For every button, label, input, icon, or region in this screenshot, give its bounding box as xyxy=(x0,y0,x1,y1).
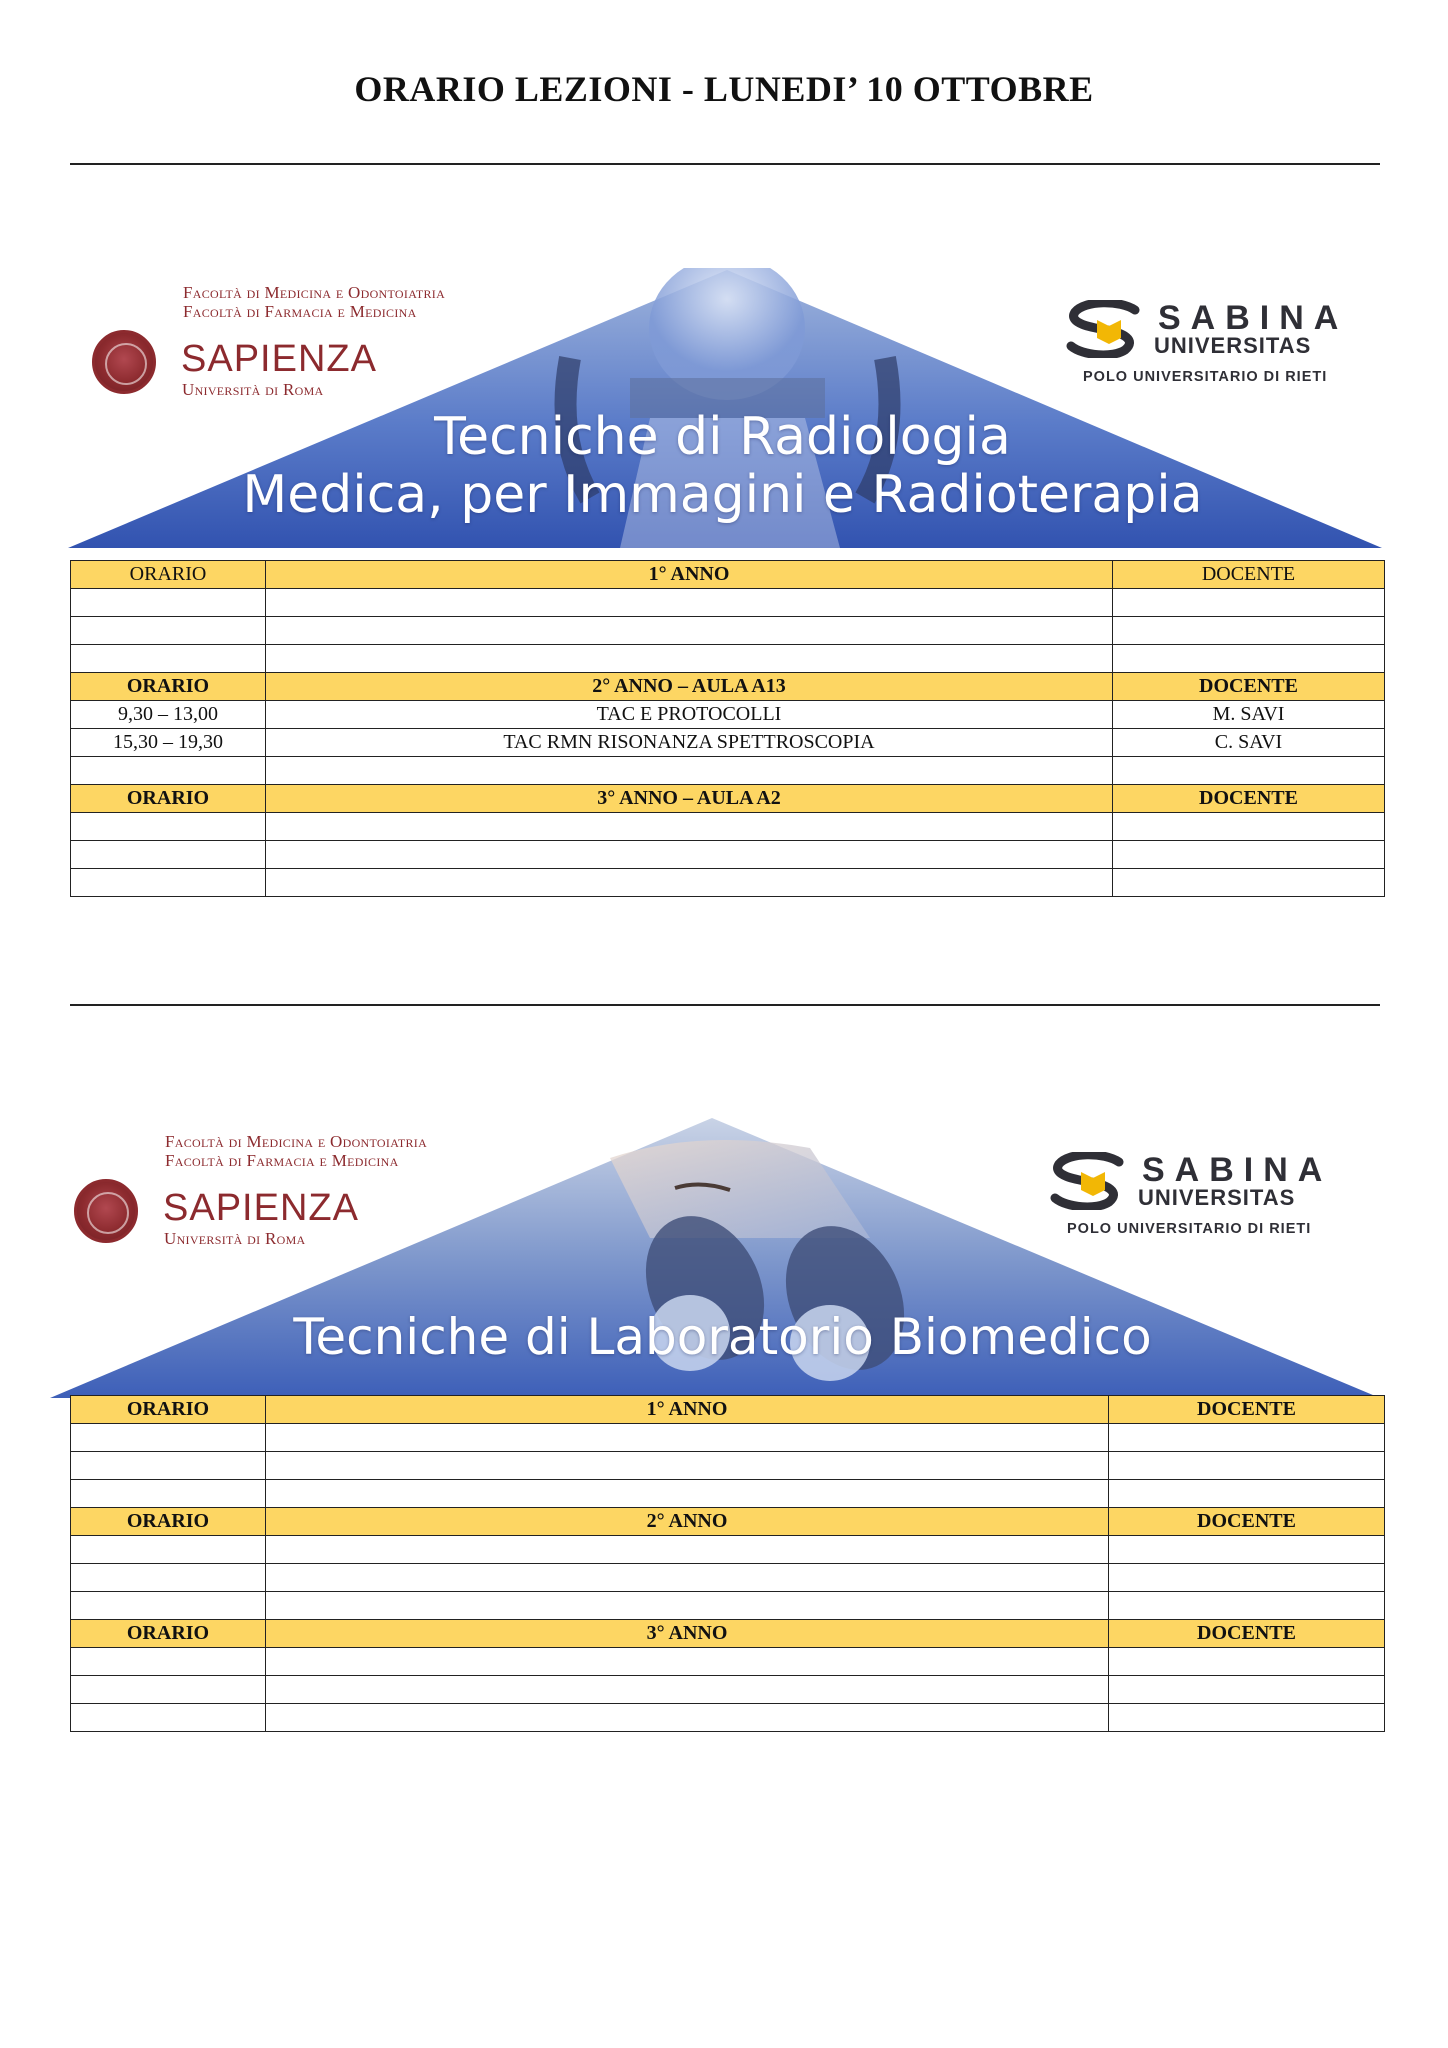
cell-orario xyxy=(71,841,266,869)
header-docente: DOCENTE xyxy=(1109,1508,1385,1536)
faculty-lines xyxy=(165,1132,427,1170)
cell-docente xyxy=(1109,1480,1385,1508)
header-year: 3° ANNO – AULA A2 xyxy=(266,785,1113,813)
cell-docente xyxy=(1109,1564,1385,1592)
cell-lesson xyxy=(266,645,1113,673)
table-row xyxy=(71,841,1385,869)
sabina-logo-polo: POLO UNIVERSITARIO DI RIETI xyxy=(1067,1221,1312,1237)
cell-lesson xyxy=(266,589,1113,617)
header-docente: DOCENTE xyxy=(1109,1396,1385,1424)
course-title xyxy=(50,408,1395,524)
sapienza-logo-name: SAPIENZA xyxy=(163,1187,359,1229)
sabina-logo-universitas: UNIVERSITAS xyxy=(1138,1185,1296,1210)
course-title-line2: Medica, per Immagini e Radioterapia xyxy=(242,465,1203,525)
cell-lesson xyxy=(266,1564,1109,1592)
sabina-logo-universitas: UNIVERSITAS xyxy=(1154,333,1312,358)
cell-lesson xyxy=(266,1424,1109,1452)
cell-orario xyxy=(71,1536,266,1564)
header-orario: ORARIO xyxy=(71,1620,266,1648)
cell-orario xyxy=(71,1452,266,1480)
page-title: ORARIO LEZIONI - LUNEDI’ 10 OTTOBRE xyxy=(354,69,1094,109)
sapienza-seal-icon xyxy=(74,1179,138,1243)
table-row xyxy=(71,1564,1385,1592)
table-row xyxy=(71,869,1385,897)
faculty-line-1: Facoltà di Medicina e Odontoiatria xyxy=(165,1132,428,1151)
header-orario: ORARIO xyxy=(71,785,266,813)
sabina-logo-icon xyxy=(1065,300,1145,358)
course-title xyxy=(50,1308,1395,1366)
header-year: 1° ANNO xyxy=(266,1396,1109,1424)
cell-lesson xyxy=(266,841,1113,869)
cell-docente xyxy=(1113,617,1385,645)
schedule-table-radiologia xyxy=(70,560,1385,897)
cell-lesson xyxy=(266,1648,1109,1676)
cell-docente: M. SAVI xyxy=(1113,701,1385,729)
cell-docente xyxy=(1113,645,1385,673)
sabina-logo-name: SABINA xyxy=(1158,299,1349,337)
cell-orario xyxy=(71,1480,266,1508)
table-header-row xyxy=(71,1620,1385,1648)
header-orario: ORARIO xyxy=(71,1508,266,1536)
header-docente: DOCENTE xyxy=(1113,673,1385,701)
cell-orario xyxy=(71,1424,266,1452)
table-row xyxy=(71,1592,1385,1620)
cell-lesson: TAC E PROTOCOLLI xyxy=(266,701,1113,729)
banner-laboratorio xyxy=(50,1118,1395,1400)
sapienza-seal-icon xyxy=(92,330,156,394)
cell-orario xyxy=(71,1648,266,1676)
sapienza-logo-sub: Università di Roma xyxy=(182,380,324,399)
sapienza-logo-sub: Università di Roma xyxy=(164,1229,306,1248)
cell-docente xyxy=(1113,813,1385,841)
cell-docente xyxy=(1109,1676,1385,1704)
faculty-line-1: Facoltà di Medicina e Odontoiatria xyxy=(183,283,446,302)
cell-lesson xyxy=(266,1676,1109,1704)
schedule-table-laboratorio xyxy=(70,1395,1385,1732)
header-docente: DOCENTE xyxy=(1109,1620,1385,1648)
table-row xyxy=(71,617,1385,645)
cell-docente xyxy=(1109,1424,1385,1452)
cell-docente xyxy=(1113,589,1385,617)
cell-docente xyxy=(1109,1648,1385,1676)
cell-orario xyxy=(71,757,266,785)
divider-line-top xyxy=(70,163,1380,165)
cell-orario xyxy=(71,1704,266,1732)
table-row xyxy=(71,1536,1385,1564)
table-row xyxy=(71,1424,1385,1452)
cell-docente xyxy=(1109,1452,1385,1480)
faculty-line-2: Facoltà di Farmacia e Medicina xyxy=(183,302,417,321)
table-row xyxy=(71,1480,1385,1508)
cell-orario xyxy=(71,813,266,841)
cell-orario xyxy=(71,617,266,645)
cell-orario xyxy=(71,589,266,617)
header-year: 3° ANNO xyxy=(266,1620,1109,1648)
cell-lesson xyxy=(266,813,1113,841)
table-header-row xyxy=(71,1508,1385,1536)
cell-lesson xyxy=(266,1480,1109,1508)
table-row xyxy=(71,589,1385,617)
cell-docente xyxy=(1109,1704,1385,1732)
cell-lesson: TAC RMN RISONANZA SPETTROSCOPIA xyxy=(266,729,1113,757)
cell-lesson xyxy=(266,1592,1109,1620)
table-row xyxy=(71,729,1385,757)
cell-lesson xyxy=(266,1704,1109,1732)
cell-docente xyxy=(1109,1536,1385,1564)
course-title-line1: Tecniche di Laboratorio Biomedico xyxy=(293,1308,1152,1366)
header-year: 2° ANNO xyxy=(266,1508,1109,1536)
header-orario: ORARIO xyxy=(71,673,266,701)
cell-docente xyxy=(1113,757,1385,785)
table-row xyxy=(71,1704,1385,1732)
cell-orario xyxy=(71,1564,266,1592)
table-header-row xyxy=(71,561,1385,589)
cell-lesson xyxy=(266,1536,1109,1564)
cell-orario xyxy=(71,645,266,673)
table-row xyxy=(71,1452,1385,1480)
header-orario: ORARIO xyxy=(71,1396,266,1424)
cell-lesson xyxy=(266,757,1113,785)
header-docente: DOCENTE xyxy=(1113,561,1385,589)
cell-lesson xyxy=(266,617,1113,645)
cell-orario: 15,30 – 19,30 xyxy=(71,729,266,757)
cell-lesson xyxy=(266,869,1113,897)
cell-docente xyxy=(1113,869,1385,897)
header-docente: DOCENTE xyxy=(1113,785,1385,813)
table-header-row xyxy=(71,673,1385,701)
cell-orario xyxy=(71,1676,266,1704)
cell-docente xyxy=(1109,1592,1385,1620)
header-year: 2° ANNO – AULA A13 xyxy=(266,673,1113,701)
table-row xyxy=(71,1676,1385,1704)
cell-docente: C. SAVI xyxy=(1113,729,1385,757)
table-row xyxy=(71,701,1385,729)
cell-orario: 9,30 – 13,00 xyxy=(71,701,266,729)
table-row xyxy=(71,1648,1385,1676)
cell-docente xyxy=(1113,841,1385,869)
table-row xyxy=(71,645,1385,673)
faculty-line-2: Facoltà di Farmacia e Medicina xyxy=(165,1151,399,1170)
header-year: 1° ANNO xyxy=(266,561,1113,589)
sabina-logo-polo: POLO UNIVERSITARIO DI RIETI xyxy=(1083,369,1328,385)
table-header-row xyxy=(71,1396,1385,1424)
table-header-row xyxy=(71,785,1385,813)
table-row xyxy=(71,813,1385,841)
cell-orario xyxy=(71,1592,266,1620)
sabina-logo-name: SABINA xyxy=(1142,1151,1333,1189)
table-row xyxy=(71,757,1385,785)
header-orario: ORARIO xyxy=(71,561,266,589)
banner-radiologia xyxy=(50,268,1395,550)
cell-orario xyxy=(71,869,266,897)
cell-lesson xyxy=(266,1452,1109,1480)
sapienza-logo-name: SAPIENZA xyxy=(181,338,377,380)
faculty-lines xyxy=(183,283,445,321)
course-title-line1: Tecniche di Radiologia xyxy=(434,407,1011,467)
divider-line-middle xyxy=(70,1004,1380,1006)
sabina-logo-icon xyxy=(1049,1152,1129,1210)
